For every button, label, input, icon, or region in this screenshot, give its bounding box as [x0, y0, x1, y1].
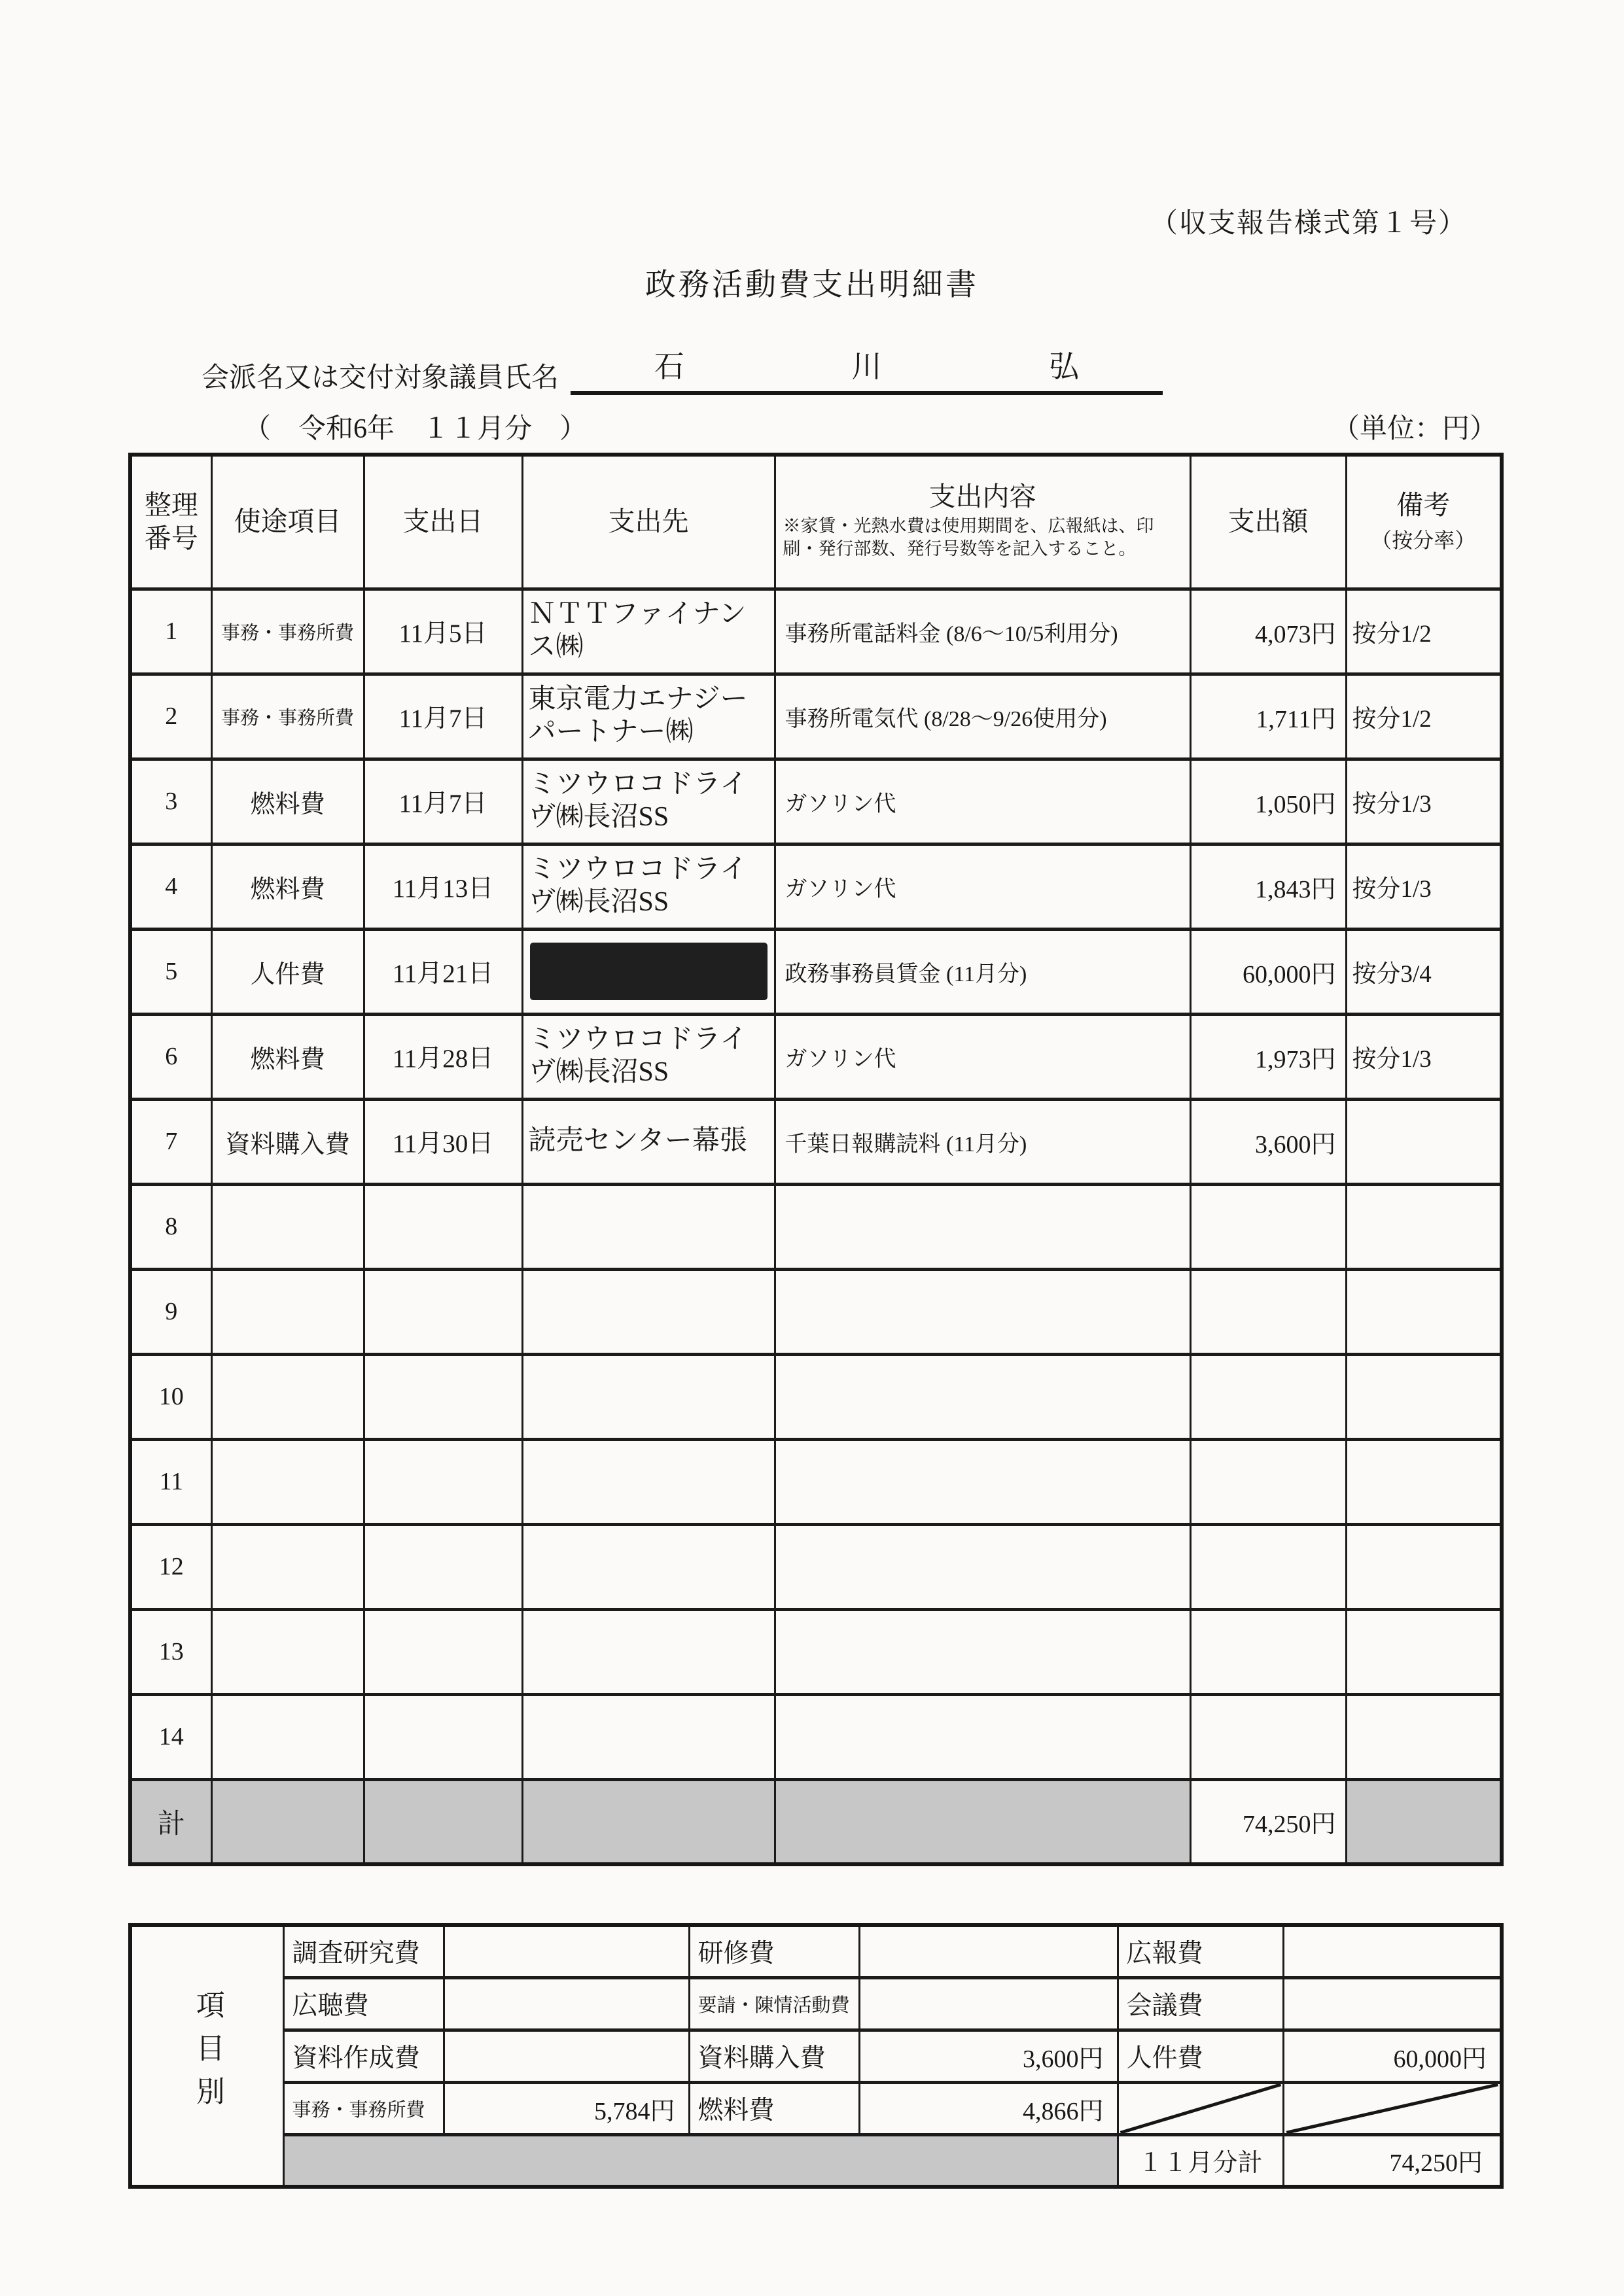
- cell-remarks: [1346, 1354, 1502, 1439]
- cell-payee: [522, 1439, 775, 1524]
- cell-payee: [522, 1609, 775, 1694]
- expense-row-1: [130, 589, 1502, 674]
- cell-detail: [775, 1694, 1190, 1779]
- cell-date: [364, 1184, 522, 1269]
- cell-date: 11月21日: [364, 929, 522, 1014]
- cell-no: 7: [130, 1099, 211, 1184]
- cell-category: 燃料費: [211, 844, 364, 929]
- cell-amount: 1,711円: [1190, 674, 1346, 759]
- summary-value-yousei-chinjou: [859, 1977, 1118, 2030]
- cell-category: 資料購入費: [211, 1099, 364, 1184]
- cell-category: 燃料費: [211, 759, 364, 844]
- cell-remarks: 按分1/2: [1346, 589, 1502, 674]
- cell-amount: [1190, 1184, 1346, 1269]
- cell-date: 11月30日: [364, 1099, 522, 1184]
- redacted-black-box: [530, 943, 768, 1000]
- summary-value-kaigihi: [1283, 1977, 1502, 2030]
- total-row-amount: 74,250円: [1190, 1779, 1346, 1864]
- summary-label-kenshuhi: 研修費: [689, 1925, 859, 1977]
- cell-remarks: 按分1/3: [1346, 844, 1502, 929]
- cell-remarks: 按分1/3: [1346, 1014, 1502, 1099]
- expense-row-9: [130, 1269, 1502, 1354]
- cell-amount: 3,600円: [1190, 1099, 1346, 1184]
- summary-value-nenryouhi: 4,866円: [859, 2082, 1118, 2134]
- cell-date: 11月7日: [364, 674, 522, 759]
- expense-row-6: [130, 1014, 1502, 1099]
- diagonal-line-icon: [1284, 2084, 1500, 2133]
- cell-date: [364, 1439, 522, 1524]
- expense-row-8: [130, 1184, 1502, 1269]
- cell-no: 13: [130, 1609, 211, 1694]
- cell-category: [211, 1184, 364, 1269]
- cell-no: 1: [130, 589, 211, 674]
- col-header-remarks-line1: 備考: [1396, 489, 1451, 520]
- cell-remarks: [1346, 1524, 1502, 1609]
- cell-category: [211, 1694, 364, 1779]
- summary-label-kouchouhi: 広聴費: [283, 1977, 444, 2030]
- summary-value-kenshuhi: [859, 1925, 1118, 1977]
- expense-row-11: [130, 1439, 1502, 1524]
- cell-no: 9: [130, 1269, 211, 1354]
- cell-amount: [1190, 1354, 1346, 1439]
- summary-label-kaigihi: 会議費: [1118, 1977, 1283, 2030]
- cell-date: [364, 1524, 522, 1609]
- expense-row-13: [130, 1609, 1502, 1694]
- summary-label-yousei-chinjou: 要請・陳情活動費: [689, 1977, 859, 2030]
- cell-detail: [775, 1354, 1190, 1439]
- cell-no: 12: [130, 1524, 211, 1609]
- cell-detail: 千葉日報購読料 (11月分): [775, 1099, 1190, 1184]
- cell-amount: [1190, 1269, 1346, 1354]
- cell-category: [211, 1269, 364, 1354]
- total-row-shaded-cell: [522, 1779, 775, 1864]
- expense-row-5: [130, 929, 1502, 1014]
- cell-category: 人件費: [211, 929, 364, 1014]
- cell-payee: 東京電力エナジーパートナー㈱: [522, 674, 775, 759]
- cell-detail: 政務事務員賃金 (11月分): [775, 929, 1190, 1014]
- col-header-remarks: [1346, 455, 1502, 589]
- summary-label-jimu-jimushohi: 事務・事務所費: [283, 2082, 444, 2134]
- cell-detail: 事務所電気代 (8/28～9/26使用分): [775, 674, 1190, 759]
- cell-no: 6: [130, 1014, 211, 1099]
- cell-no: 11: [130, 1439, 211, 1524]
- total-row: [130, 1779, 1502, 1864]
- summary-value-chousakenkyuhi: [444, 1925, 689, 1977]
- cell-no: 14: [130, 1694, 211, 1779]
- summary-total-shaded-cell: [283, 2134, 1118, 2187]
- summary-value-shiryoukounyuhi: 3,600円: [859, 2030, 1118, 2082]
- expense-row-10: [130, 1354, 1502, 1439]
- col-header-amount: 支出額: [1190, 455, 1346, 589]
- cell-remarks: [1346, 1099, 1502, 1184]
- col-header-detail: [775, 455, 1190, 589]
- cell-date: [364, 1694, 522, 1779]
- diagonal-line-icon: [1119, 2084, 1282, 2133]
- total-row-shaded-cell: [211, 1779, 364, 1864]
- fiscal-period: （ 令和6年 １１月分 ）: [243, 414, 588, 444]
- expense-table: [128, 453, 1504, 1866]
- summary-value-jinkenhi: 60,000円: [1283, 2030, 1502, 2082]
- name-char: 川: [851, 350, 882, 383]
- cell-no: 4: [130, 844, 211, 929]
- cell-payee: ミツウロコドライヴ㈱長沼SS: [522, 844, 775, 929]
- cell-detail: [775, 1184, 1190, 1269]
- summary-value-jimu-jimushohi: 5,784円: [444, 2082, 689, 2134]
- expense-row-12: [130, 1524, 1502, 1609]
- summary-side-label-cell: [130, 1925, 283, 2187]
- cell-no: 8: [130, 1184, 211, 1269]
- summary-label-jinkenhi: 人件費: [1118, 2030, 1283, 2082]
- summary-side-label: 項目別: [191, 1989, 224, 2119]
- cell-detail: ガソリン代: [775, 1014, 1190, 1099]
- cell-date: 11月5日: [364, 589, 522, 674]
- cell-payee: [522, 1184, 775, 1269]
- cell-amount: [1190, 1609, 1346, 1694]
- cell-amount: [1190, 1524, 1346, 1609]
- cell-detail: [775, 1609, 1190, 1694]
- expense-table-header-row: [130, 455, 1502, 589]
- cell-category: [211, 1439, 364, 1524]
- summary-diagonal-cell: [1283, 2082, 1502, 2134]
- cell-remarks: [1346, 1269, 1502, 1354]
- cell-payee: ＮＴＴファイナンス㈱: [522, 589, 775, 674]
- total-row-shaded-cell: [1346, 1779, 1502, 1864]
- cell-date: [364, 1269, 522, 1354]
- col-header-category: 使途項目: [211, 455, 364, 589]
- summary-label-chousakenkyuhi: 調査研究費: [283, 1925, 444, 1977]
- cell-date: [364, 1354, 522, 1439]
- member-name-value: [571, 343, 1163, 395]
- cell-amount: 60,000円: [1190, 929, 1346, 1014]
- summary-row-1: [130, 1925, 1502, 1977]
- cell-remarks: [1346, 1694, 1502, 1779]
- summary-label-nenryouhi: 燃料費: [689, 2082, 859, 2134]
- cell-amount: 4,073円: [1190, 589, 1346, 674]
- summary-value-kouhouhi: [1283, 1925, 1502, 1977]
- cell-payee: [522, 1524, 775, 1609]
- cell-detail: [775, 1439, 1190, 1524]
- cell-amount: [1190, 1694, 1346, 1779]
- cell-category: [211, 1354, 364, 1439]
- cell-remarks: [1346, 1184, 1502, 1269]
- summary-total-label: １１月分計: [1118, 2134, 1283, 2187]
- cell-payee: [522, 1269, 775, 1354]
- cell-payee: [522, 1694, 775, 1779]
- unit-note: （単位：円）: [1332, 414, 1497, 444]
- form-number-note: （収支報告様式第１号）: [1150, 209, 1467, 239]
- cell-no: 2: [130, 674, 211, 759]
- cell-category: [211, 1609, 364, 1694]
- cell-amount: 1,843円: [1190, 844, 1346, 929]
- cell-remarks: 按分1/2: [1346, 674, 1502, 759]
- cell-payee: [522, 929, 775, 1014]
- summary-diagonal-cell: [1118, 2082, 1283, 2134]
- expense-row-7: [130, 1099, 1502, 1184]
- cell-detail: 事務所電話料金 (8/6～10/5利用分): [775, 589, 1190, 674]
- cell-category: 事務・事務所費: [211, 589, 364, 674]
- col-header-detail-title: 支出内容: [928, 481, 1036, 512]
- col-header-payee: 支出先: [522, 455, 775, 589]
- summary-row-3: [130, 2030, 1502, 2082]
- cell-payee: ミツウロコドライヴ㈱長沼SS: [522, 759, 775, 844]
- summary-value-kouchouhi: [444, 1977, 689, 2030]
- cell-amount: [1190, 1439, 1346, 1524]
- col-header-no: [130, 455, 211, 589]
- cell-detail: ガソリン代: [775, 844, 1190, 929]
- total-row-label: 計: [130, 1779, 211, 1864]
- name-char: 弘: [1049, 350, 1080, 383]
- cell-detail: [775, 1524, 1190, 1609]
- expense-row-2: [130, 674, 1502, 759]
- cell-payee: [522, 1354, 775, 1439]
- summary-label-shiryoukounyuhi: 資料購入費: [689, 2030, 859, 2082]
- cell-date: 11月7日: [364, 759, 522, 844]
- expense-row-3: [130, 759, 1502, 844]
- col-header-no-line1: 整理: [144, 489, 198, 520]
- col-header-date: 支出日: [364, 455, 522, 589]
- member-name-line: [202, 343, 1163, 395]
- summary-row-4: [130, 2082, 1502, 2134]
- summary-label-shiryousakuseihi: 資料作成費: [283, 2030, 444, 2082]
- cell-payee: ミツウロコドライヴ㈱長沼SS: [522, 1014, 775, 1099]
- page-title: 政務活動費支出明細書: [645, 268, 979, 302]
- cell-date: [364, 1609, 522, 1694]
- cell-remarks: 按分1/3: [1346, 759, 1502, 844]
- member-name-label: 会派名又は交付対象議員氏名: [202, 363, 559, 393]
- cell-detail: ガソリン代: [775, 759, 1190, 844]
- cell-payee: 読売センター幕張: [522, 1099, 775, 1184]
- expense-row-14: [130, 1694, 1502, 1779]
- summary-value-shiryousakuseihi: [444, 2030, 689, 2082]
- cell-remarks: 按分3/4: [1346, 929, 1502, 1014]
- summary-table: [128, 1923, 1504, 2189]
- cell-category: 事務・事務所費: [211, 674, 364, 759]
- cell-category: 燃料費: [211, 1014, 364, 1099]
- col-header-no-line2: 番号: [144, 523, 198, 553]
- summary-total-row: [130, 2134, 1502, 2187]
- summary-row-2: [130, 1977, 1502, 2030]
- cell-category: [211, 1524, 364, 1609]
- cell-date: 11月13日: [364, 844, 522, 929]
- cell-date: 11月28日: [364, 1014, 522, 1099]
- cell-remarks: [1346, 1439, 1502, 1524]
- cell-no: 3: [130, 759, 211, 844]
- cell-no: 5: [130, 929, 211, 1014]
- expense-row-4: [130, 844, 1502, 929]
- cell-detail: [775, 1269, 1190, 1354]
- total-row-shaded-cell: [775, 1779, 1190, 1864]
- cell-amount: 1,050円: [1190, 759, 1346, 844]
- col-header-detail-note: ※家賃・光熱水費は使用期間を、広報紙は、印刷・発行部数、発行号数等を記入すること。: [783, 516, 1154, 559]
- total-row-shaded-cell: [364, 1779, 522, 1864]
- col-header-remarks-line2: （按分率）: [1371, 528, 1476, 552]
- name-char: 石: [654, 350, 684, 383]
- cell-amount: 1,973円: [1190, 1014, 1346, 1099]
- cell-no: 10: [130, 1354, 211, 1439]
- summary-label-kouhouhi: 広報費: [1118, 1925, 1283, 1977]
- cell-remarks: [1346, 1609, 1502, 1694]
- summary-total-value: 74,250円: [1283, 2134, 1502, 2187]
